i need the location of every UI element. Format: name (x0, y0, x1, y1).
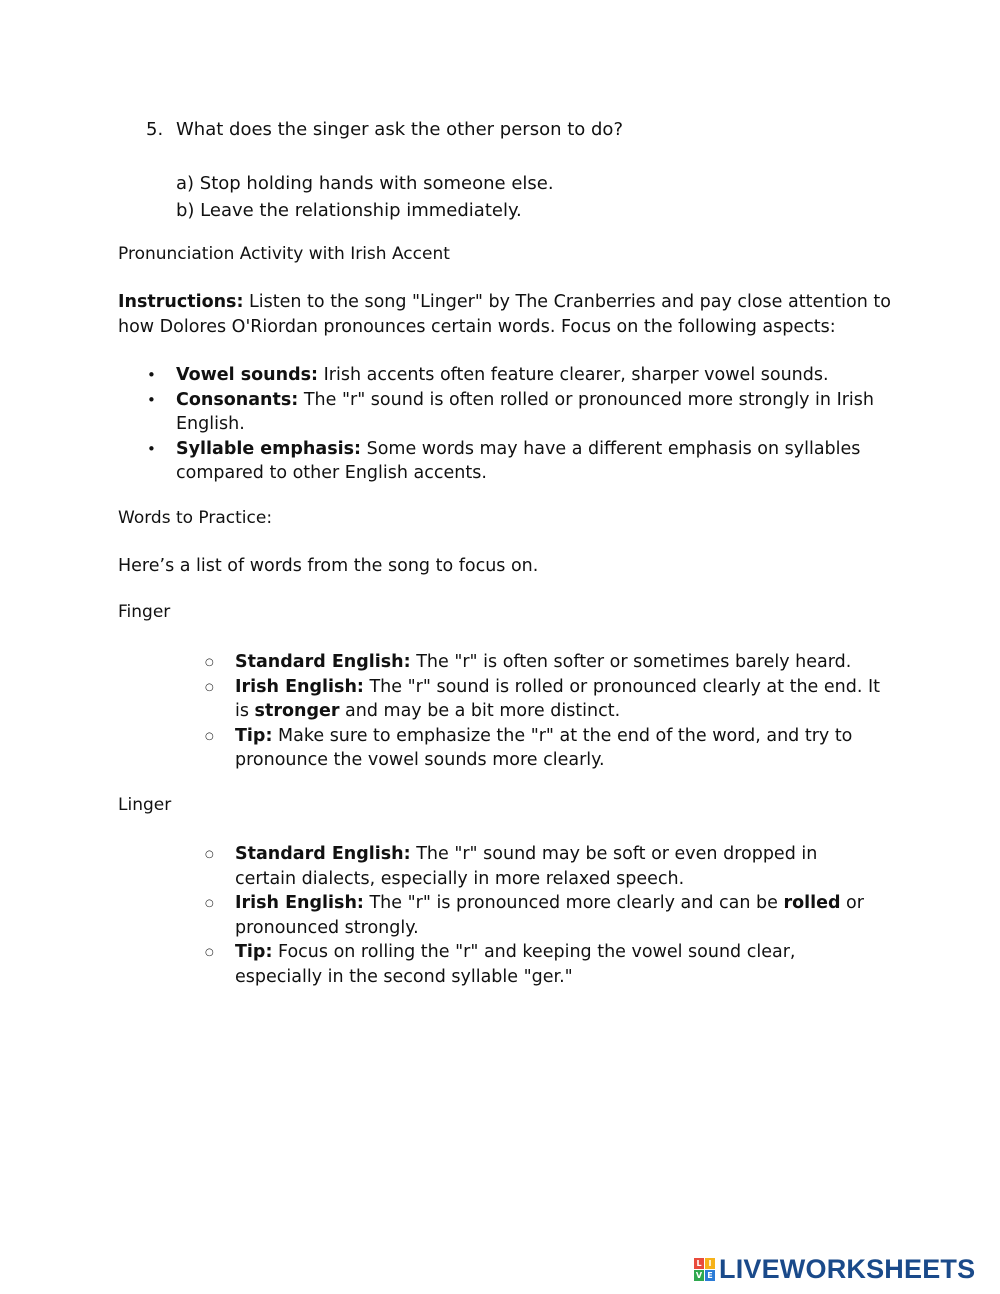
list-item (145, 363, 905, 388)
list-item (203, 842, 883, 891)
answer-option-b[interactable]: b) Leave the relationship immediately. (176, 200, 522, 221)
aspects-list (145, 363, 905, 486)
aspect-text: Some words may have a different emphasis on syllables compared to other English accents. (176, 438, 861, 483)
logo-mark-letter: E (705, 1270, 715, 1281)
word-linger-heading: Linger (118, 795, 172, 815)
note-label: Standard English: (235, 652, 411, 672)
word-finger-heading: Finger (118, 602, 171, 622)
note-emphasis: stronger (254, 701, 340, 721)
note-label: Tip: (235, 725, 273, 746)
aspect-label: Syllable emphasis: (176, 438, 362, 459)
answer-options (176, 170, 554, 224)
aspect-text: Irish accents often feature clearer, sharper vowel sounds. (318, 365, 829, 385)
note-text: The "r" sound may be soft or even dropped in certain dialects, especially in more relaxed speech. (235, 844, 818, 889)
liveworksheets-logo (694, 1254, 975, 1284)
note-text: The "r" is pronounced more clearly and can be (363, 893, 784, 913)
note-text: The "r" sound is rolled or pronounced clearly at the end. It is (235, 676, 880, 721)
activity-title: Pronunciation Activity with Irish Accent (118, 244, 450, 264)
list-item (145, 437, 905, 486)
finger-notes-list (203, 650, 883, 773)
note-label: Irish English: (235, 676, 364, 697)
list-item (203, 891, 883, 940)
list-item (203, 650, 883, 675)
note-label: Standard English: (235, 844, 411, 864)
logo-text: LIVEWORKSHEETS (719, 1253, 976, 1284)
note-label: Irish English: (235, 893, 364, 913)
question-text: What does the singer ask the other person to do? (176, 119, 623, 140)
note-text: or pronounced strongly. (235, 893, 864, 938)
logo-mark-icon (694, 1258, 715, 1281)
note-emphasis: rolled (783, 893, 841, 913)
note-label: Tip: (235, 942, 273, 962)
list-item (203, 940, 883, 989)
answer-option-a[interactable]: a) Stop holding hands with someone else. (176, 173, 554, 194)
note-text: Focus on rolling the "r" and keeping the vowel sound clear, especially in the second syllable "ger." (235, 942, 796, 987)
instructions-label: Instructions: (118, 292, 244, 312)
instructions-text: Listen to the song "Linger" by The Cranberries and pay close attention to how Dolores O'Riordan pronounces certain words. Focus on the following aspects: (118, 292, 891, 337)
list-item (145, 388, 905, 437)
linger-notes-list (203, 842, 883, 989)
list-item (203, 724, 883, 773)
logo-mark-letter: L (694, 1258, 704, 1269)
note-text: and may be a bit more distinct. (339, 701, 621, 721)
words-intro: Here’s a list of words from the song to focus on. (118, 556, 539, 576)
aspect-label: Consonants: (176, 389, 299, 410)
logo-mark-letter: I (705, 1258, 715, 1269)
instructions-paragraph (118, 290, 898, 339)
note-text: The "r" is often softer or sometimes barely heard. (410, 652, 852, 672)
note-text: Make sure to emphasize the "r" at the end of the word, and try to pronounce the vowel sounds more clearly. (235, 725, 853, 770)
question-5 (146, 119, 623, 140)
question-number: 5. (146, 119, 164, 140)
aspect-label: Vowel sounds: (176, 365, 319, 385)
words-heading: Words to Practice: (118, 508, 273, 528)
list-item (203, 675, 883, 724)
aspect-text: The "r" sound is often rolled or pronounced more strongly in Irish English. (176, 389, 874, 434)
logo-mark-letter: V (695, 1270, 703, 1280)
